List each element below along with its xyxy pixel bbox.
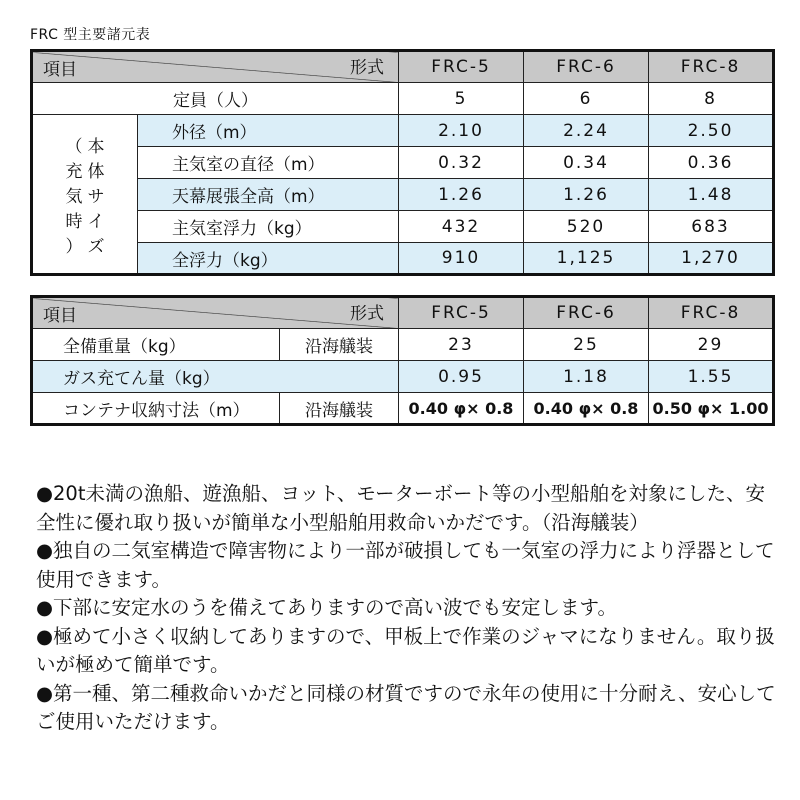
table-cell: 1.26: [399, 179, 524, 211]
model-header: FRC-6: [524, 51, 649, 83]
table-cell: 0.95: [399, 361, 524, 393]
table-row: [32, 361, 774, 393]
feature-notes: [36, 480, 776, 737]
corner-format-label: 形式: [350, 304, 384, 324]
note-item: ●第一種、第二種救命いかだと同様の材質ですので永年の使用に十分耐え、安心してご使用いただけます。: [36, 681, 776, 733]
group-label-main: 本 体 サ イ ズ: [87, 136, 105, 257]
table-cell: 1,125: [524, 243, 649, 275]
row-label: 天幕展張全高（m）: [138, 179, 399, 211]
corner-item-label: 項目: [43, 306, 77, 326]
table-row: [32, 211, 774, 243]
row-sublabel: 沿海艤装: [280, 393, 399, 425]
row-label: 外径（m）: [138, 115, 399, 147]
model-header: FRC-6: [524, 297, 649, 329]
model-header: FRC-5: [399, 51, 524, 83]
row-label: 全浮力（kg）: [138, 243, 399, 275]
table-cell: 0.32: [399, 147, 524, 179]
row-label: 主気室の直径（m）: [138, 147, 399, 179]
table-cell: 910: [399, 243, 524, 275]
row-label: ガス充てん量（kg）: [32, 361, 399, 393]
table-cell: 2.10: [399, 115, 524, 147]
table-cell: 432: [399, 211, 524, 243]
model-header: FRC-8: [649, 51, 774, 83]
table-row: [32, 393, 774, 425]
table-cell: 0.36: [649, 147, 774, 179]
note-item: ●極めて小さく収納してありますので、甲板上で作業のジャマになりません。取り扱いが極めて簡単です。: [36, 624, 775, 676]
corner-item-label: 項目: [43, 60, 77, 80]
table-row: [32, 147, 774, 179]
corner-cell: [32, 51, 399, 83]
note-item: ●20t未満の漁船、遊漁船、ヨット、モーターボート等の小型船舶を対象にした、安全性に優れ取り扱いが簡単な小型船舶用救命いかだです。（沿海艤装）: [36, 482, 766, 534]
table-cell: 1,270: [649, 243, 774, 275]
row-label: 全備重量（kg）: [32, 329, 280, 361]
note-item: ●独自の二気室構造で障害物により一部が破損しても一気室の浮力により浮器として使用できます。: [36, 539, 775, 591]
row-label: コンテナ収納寸法（m）: [32, 393, 280, 425]
corner-cell: [32, 297, 399, 329]
table-cell: 2.24: [524, 115, 649, 147]
model-header: FRC-8: [649, 297, 774, 329]
table-row: [32, 115, 774, 147]
table-row: [32, 243, 774, 275]
table-cell: 0.40 φ× 0.8: [399, 393, 524, 425]
row-label: 主気室浮力（kg）: [138, 211, 399, 243]
capacity-label: 定員（人）: [32, 83, 399, 115]
table-cell: 8: [649, 83, 774, 115]
spec-table-equipment: [30, 295, 775, 426]
table-cell: 1.18: [524, 361, 649, 393]
table-cell: 6: [524, 83, 649, 115]
table-cell: 29: [649, 329, 774, 361]
table-cell: 5: [399, 83, 524, 115]
table-header-row: [32, 51, 774, 83]
table-cell: 25: [524, 329, 649, 361]
table-cell: 2.50: [649, 115, 774, 147]
table-cell: 0.34: [524, 147, 649, 179]
table-row: [32, 179, 774, 211]
table-cell: 520: [524, 211, 649, 243]
model-header: FRC-5: [399, 297, 524, 329]
table-header-row: [32, 297, 774, 329]
table-cell: 1.48: [649, 179, 774, 211]
note-item: ●下部に安定水のうを備えてありますので高い波でも安定します。: [36, 596, 617, 619]
table-cell: 1.26: [524, 179, 649, 211]
group-label-body-size: [32, 115, 138, 275]
table-cell: 0.40 φ× 0.8: [524, 393, 649, 425]
table-cell: 0.50 φ× 1.00: [649, 393, 774, 425]
capacity-row: [32, 83, 774, 115]
table-cell: 1.55: [649, 361, 774, 393]
table-row: [32, 329, 774, 361]
corner-format-label: 形式: [350, 58, 384, 78]
spec-table-size: [30, 49, 775, 276]
table-caption: FRC 型主要諸元表: [30, 27, 151, 43]
row-sublabel: 沿海艤装: [280, 329, 399, 361]
table-cell: 683: [649, 211, 774, 243]
group-label-paren: （ 充 気 時 ）: [65, 136, 83, 257]
table-cell: 23: [399, 329, 524, 361]
